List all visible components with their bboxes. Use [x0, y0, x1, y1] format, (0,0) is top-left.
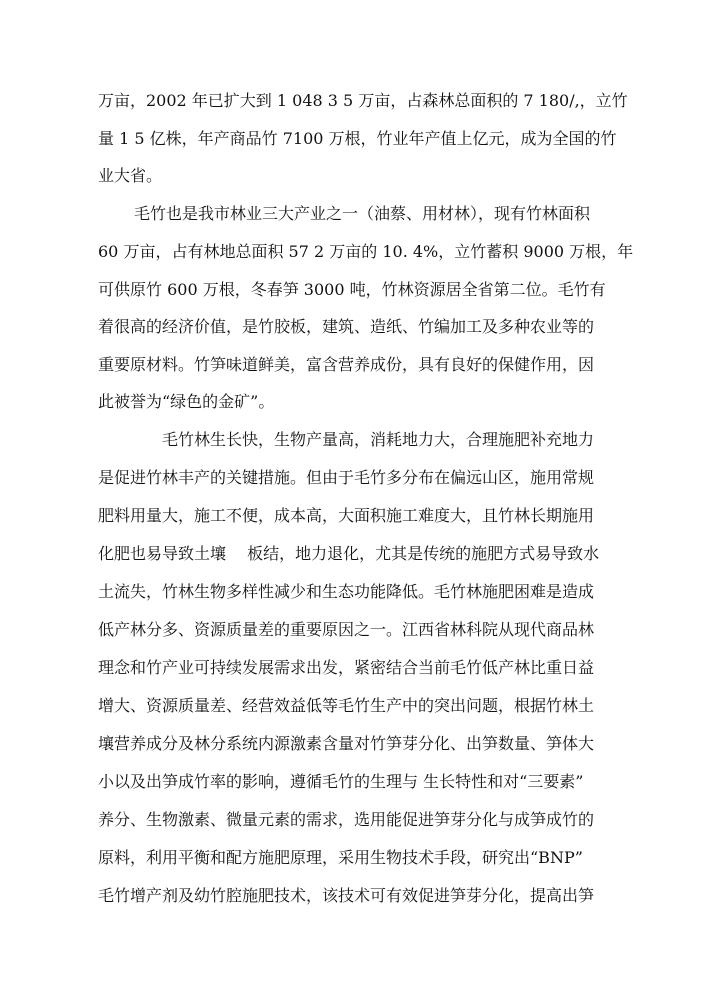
text-line: 土流失，竹林生物多样性减少和生态功能降低。毛竹林施肥困难是造成 [98, 582, 595, 601]
text-line: 化肥也易导致土壤 板结，地力退化，尤其是传统的施肥方式易导致水 [98, 544, 600, 563]
paragraph-start-line: 毛竹也是我市林业三大产业之一（油蔡、用材林），现有竹林面积 [134, 204, 591, 223]
paragraph-start-line: 毛竹林生长快，生物产量高，消耗地力大，合理施肥补充地力 [162, 430, 595, 449]
text-line: 着很高的经济价值，是竹胶板，建筑、造纸、竹编加工及多种农业等的 [98, 317, 595, 336]
text-line: 万亩，2002 年已扩大到 1 048 3 5 万亩，占森林总面积的 7 180/,，立竹 [98, 91, 628, 110]
text-line: 增大、资源质量差、经营效益低等毛竹生产中的突出问题，根据竹林土 [98, 696, 595, 715]
text-line: 养分、生物激素、微量元素的需求，选用能促进笋芽分化与成笋成竹的 [98, 810, 595, 829]
text-line: 此被誉为“绿色的金矿”。 [98, 392, 275, 411]
text-line: 原料，利用平衡和配方施肥原理，采用生物技术手段，研究出“BNP” [98, 848, 583, 867]
text-line: 小以及出笋成竹率的影响，遵循毛竹的生理与 生长特性和对“三要素” [98, 772, 584, 791]
text-line: 重要原材料。竹笋味道鲜美，富含营养成份，具有良好的保健作用，因 [98, 355, 595, 374]
text-line: 量 1 5 亿株，年产商品竹 7100 万根，竹业年产值上亿元，成为全国的竹 [98, 129, 617, 148]
text-line: 壤营养成分及林分系统内源激素含量对竹笋芽分化、出笋数量、笋体大 [98, 734, 595, 753]
text-line: 低产林分多、资源质量差的重要原因之一。江西省林科院从现代商品林 [98, 620, 595, 639]
text-line: 60 万亩，占有林地总面积 57 2 万亩的 10. 4%，立竹蓄积 9000 万根，年 [98, 242, 634, 261]
text-line: 毛竹增产剂及幼竹腔施肥技术，该技术可有效促进笋芽分化，提高出笋 [98, 886, 595, 905]
text-line: 业大省。 [98, 166, 163, 185]
text-line: 理念和竹产业可持续发展需求出发，紧密结合当前毛竹低产林比重日益 [98, 658, 595, 677]
text-line: 可供原竹 600 万根，冬春笋 3000 吨，竹林资源居全省第二位。毛竹有 [98, 280, 606, 299]
text-line: 肥料用量大，施工不便，成本高，大面积施工难度大，且竹林长期施用 [98, 506, 595, 525]
text-line: 是促进竹林丰产的关键措施。但由于毛竹多分布在偏远山区，施用常规 [98, 468, 595, 487]
